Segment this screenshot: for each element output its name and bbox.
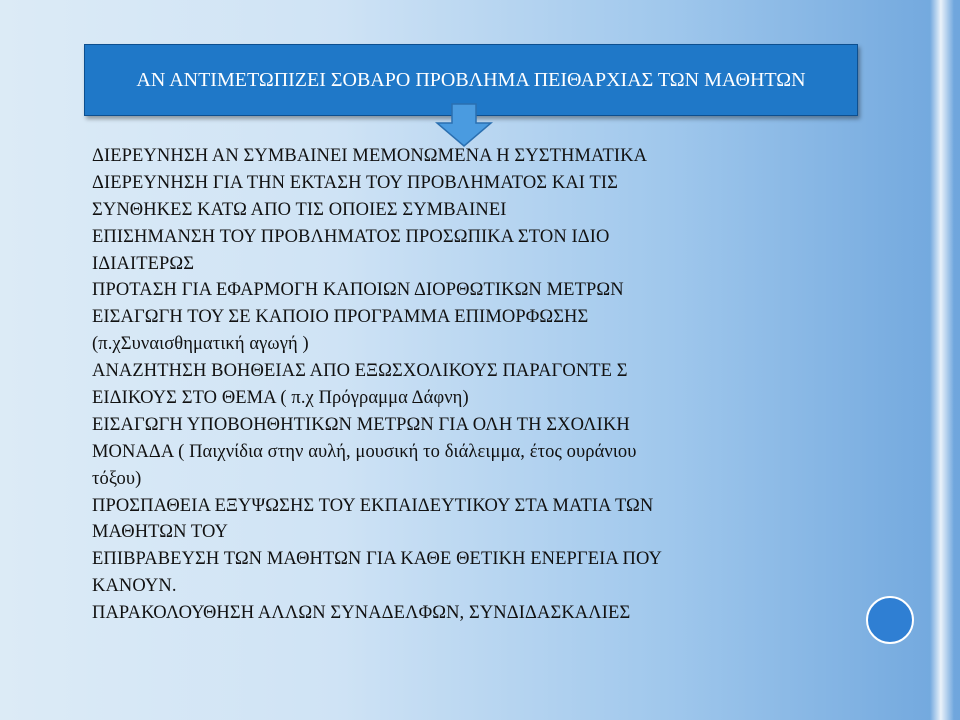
slide-body [92,143,922,627]
slide-title: ΑΝ ΑΝΤΙΜΕΤΩΠΙΖΕΙ ΣΟΒΑΡΟ ΠΡΟΒΛΗΜΑ ΠΕΙΘΑΡΧΙΑΣ ΤΩΝ ΜΑΘΗΤΩΝ [136,69,806,91]
body-line: (π.χΣυναισθηματική αγωγή ) [92,334,309,355]
body-line: ΠΑΡΑΚΟΛΟΥΘΗΣΗ ΑΛΛΩΝ ΣΥΝΑΔΕΛΦΩΝ, ΣΥΝΔΙΔΑΣΚΑΛΙΕΣ [92,603,631,624]
body-line: ΔΙΕΡΕΥΝΗΣΗ ΑΝ ΣΥΜΒΑΙΝΕΙ ΜΕΜΟΝΩΜΕΝΑ Η ΣΥΣΤΗΜΑΤΙΚΑ [92,146,648,166]
body-line: ΠΡΟΤΑΣΗ ΓΙΑ ΕΦΑΡΜΟΓΗ ΚΑΠΟΙΩΝ ΔΙΟΡΘΩΤΙΚΩΝ ΜΕΤΡΩΝ [92,280,624,301]
body-line: ΙΔΙΑΙΤΕΡΩΣ [92,253,195,274]
down-arrow-icon [435,103,493,147]
body-line: ΜΑΘΗΤΩΝ ΤΟΥ [92,522,229,543]
body-line: ΑΝΑΖΗΤΗΣΗ ΒΟΗΘΕΙΑΣ ΑΠΟ ΕΞΩΣΧΟΛΙΚΟΥΣ ΠΑΡΑΓΟΝΤΕ Σ [92,361,628,382]
body-line: ΕΙΣΑΓΩΓΗ ΤΟΥ ΣΕ ΚΑΠΟΙΟ ΠΡΟΓΡΑΜΜΑ ΕΠΙΜΟΡΦΩΣΗΣ [92,307,589,328]
body-line: ΕΠΙΒΡΑΒΕΥΣΗ ΤΩΝ ΜΑΘΗΤΩΝ ΓΙΑ ΚΑΘΕ ΘΕΤΙΚΗ ΕΝΕΡΓΕΙΑ ΠΟΥ [92,549,662,570]
body-line: ΕΙΔΙΚΟΥΣ ΣΤΟ ΘΕΜΑ ( π.χ Πρόγραμμα Δάφνη) [92,388,469,409]
body-line: ΣΥΝΘΗΚΕΣ ΚΑΤΩ ΑΠΟ ΤΙΣ ΟΠΟΙΕΣ ΣΥΜΒΑΙΝΕΙ [92,199,507,220]
body-line: ΔΙΕΡΕΥΝΗΣΗ ΓΙΑ ΤΗΝ ΕΚΤΑΣΗ ΤΟΥ ΠΡΟΒΛΗΜΑΤΟΣ ΚΑΙ ΤΙΣ [92,172,618,193]
body-line: ΠΡΟΣΠΑΘΕΙΑ ΕΞΥΨΩΣΗΣ ΤΟΥ ΕΚΠΑΙΔΕΥΤΙΚΟΥ ΣΤΑ ΜΑΤΙΑ ΤΩΝ [92,495,654,516]
body-line: ΕΠΙΣΗΜΑΝΣΗ ΤΟΥ ΠΡΟΒΛΗΜΑΤΟΣ ΠΡΟΣΩΠΙΚΑ ΣΤΟΝ ΙΔΙΟ [92,226,610,247]
body-line: τόξου) [92,468,142,489]
body-line: ΕΙΣΑΓΩΓΗ ΥΠΟΒΟΗΘΗΤΙΚΩΝ ΜΕΤΡΩΝ ΓΙΑ ΟΛΗ ΤΗ ΣΧΟΛΙΚΗ [92,414,630,435]
body-line: ΜΟΝΑΔΑ ( Παιχνίδια στην αυλή, μουσική το διάλειμμα, έτος ουράνιου [92,441,637,462]
edge-highlight [930,0,954,720]
body-line: ΚΑΝΟΥΝ. [92,576,177,597]
circle-decoration [866,596,914,644]
